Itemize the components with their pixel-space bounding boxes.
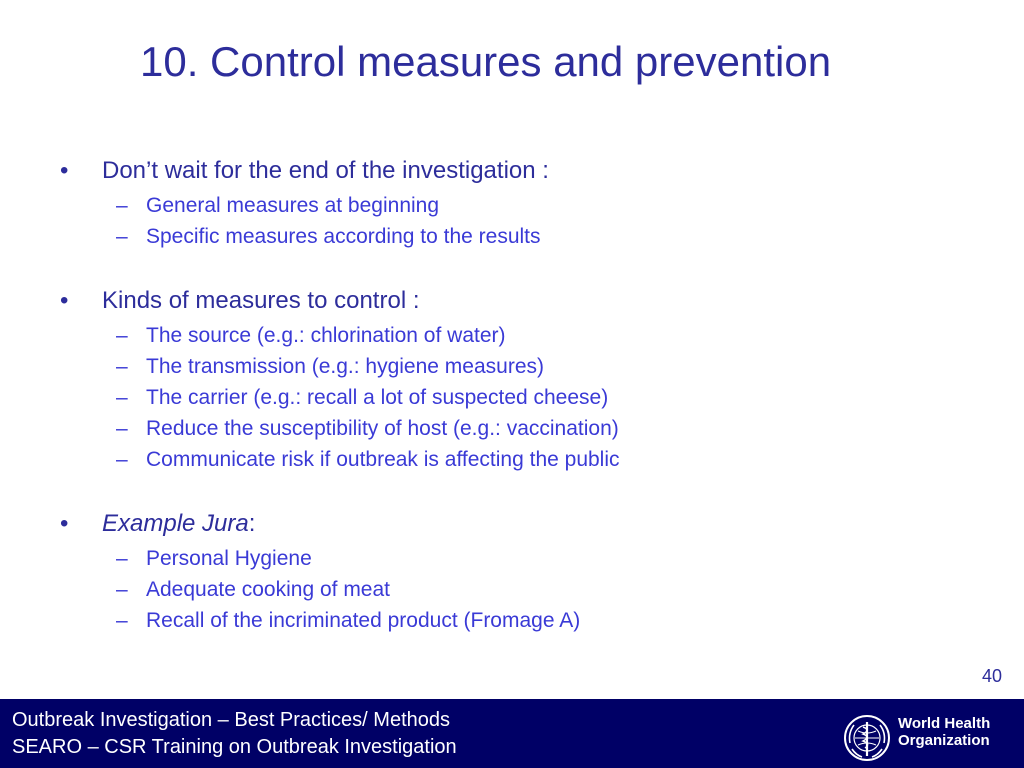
dash-marker: – <box>116 448 128 471</box>
footer-text <box>12 707 457 761</box>
dash-marker: – <box>116 417 128 440</box>
sub-item <box>60 574 1000 605</box>
bullet-item <box>60 152 1000 190</box>
bullet-item <box>60 505 1000 543</box>
bullet-item <box>60 282 1000 320</box>
sub-list <box>60 320 1000 475</box>
bullet-text: Kinds of measures to control : <box>102 287 420 314</box>
who-logotype <box>898 715 990 749</box>
sub-item-text: General measures at beginning <box>146 194 440 217</box>
who-logotype-line-1: World Health <box>898 715 991 732</box>
footer-line-2: SEARO – CSR Training on Outbreak Investigation <box>12 736 457 758</box>
slide-content <box>60 152 1000 666</box>
footer-line-1: Outbreak Investigation – Best Practices/ Methods <box>12 709 450 731</box>
sub-item-text: The carrier (e.g.: recall a lot of suspected cheese) <box>146 386 609 409</box>
dash-marker: – <box>116 324 128 347</box>
sub-item <box>60 413 1000 444</box>
sub-item-text: Adequate cooking of meat <box>146 578 391 601</box>
sub-list <box>60 543 1000 636</box>
page-number: 40 <box>981 666 1002 686</box>
who-emblem-icon <box>842 713 892 763</box>
sub-item-text: Personal Hygiene <box>146 547 312 570</box>
dash-marker: – <box>116 547 128 570</box>
footer-bar <box>0 699 1024 768</box>
bullet-text-italic: Example Jura <box>102 510 249 537</box>
dash-marker: – <box>116 194 128 217</box>
sub-item <box>60 605 1000 636</box>
sub-item-text: Specific measures according to the results <box>146 225 541 248</box>
dash-marker: – <box>116 355 128 378</box>
sub-item-text: Communicate risk if outbreak is affecting the public <box>146 448 620 471</box>
sub-item <box>60 351 1000 382</box>
dash-marker: – <box>116 386 128 409</box>
sub-list <box>60 190 1000 252</box>
sub-item <box>60 543 1000 574</box>
bullet-marker: • <box>60 157 69 184</box>
sub-item-text: Recall of the incriminated product (Fromage A) <box>146 609 581 632</box>
sub-item <box>60 221 1000 252</box>
dash-marker: – <box>116 578 128 601</box>
bullet-text-suffix: : <box>248 510 256 537</box>
dash-marker: – <box>116 225 128 248</box>
bullet-text: Don’t wait for the end of the investigation : <box>102 157 549 184</box>
sub-item-text: The source (e.g.: chlorination of water) <box>146 324 506 347</box>
sub-item <box>60 190 1000 221</box>
dash-marker: – <box>116 609 128 632</box>
sub-item <box>60 382 1000 413</box>
bullet-marker: • <box>60 510 69 537</box>
sub-item-text: Reduce the susceptibility of host (e.g.: vaccination) <box>146 417 619 440</box>
sub-item <box>60 320 1000 351</box>
sub-item <box>60 444 1000 475</box>
who-logotype-line-2: Organization <box>898 732 990 749</box>
bullet-marker: • <box>60 287 69 314</box>
slide-title: 10. Control measures and prevention <box>140 38 832 85</box>
sub-item-text: The transmission (e.g.: hygiene measures) <box>146 355 545 378</box>
